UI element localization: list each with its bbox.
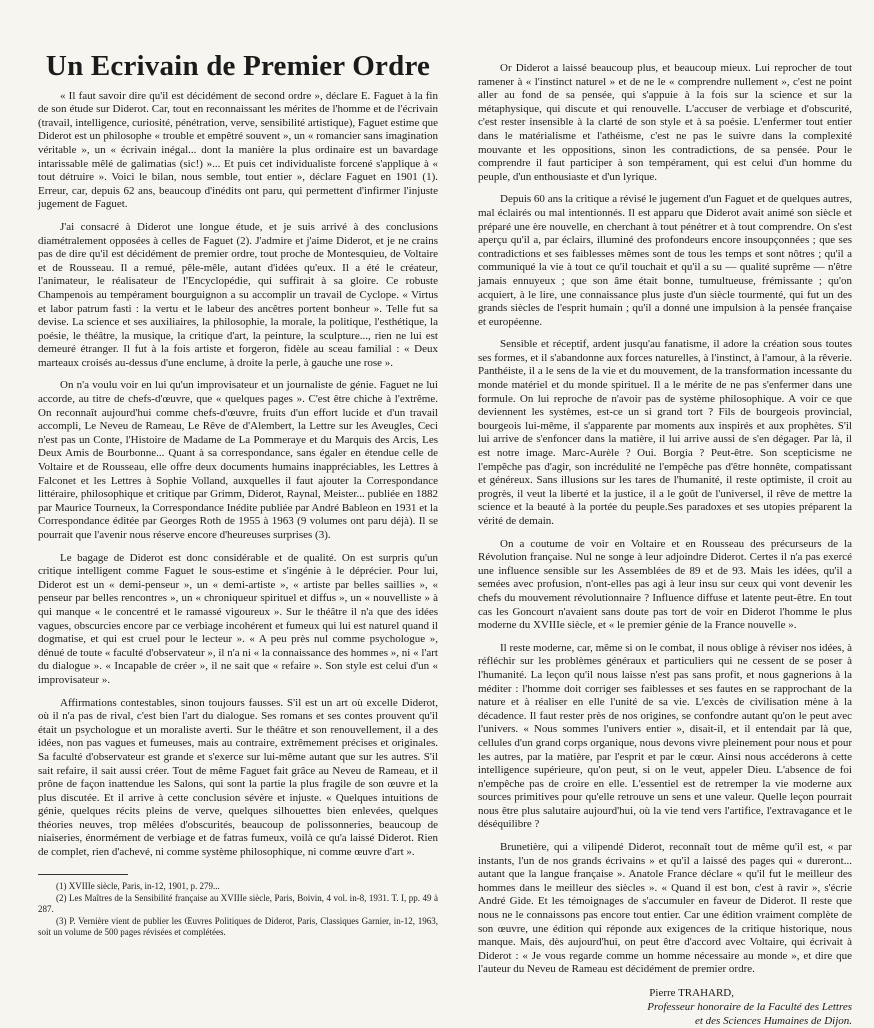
paragraph: Affirmations contestables, sinon toujours fausses. S'il est un art où excelle Diderot, où il n'a pas de rival, c'est bien l'art du dialogue. Ses romans et ses contes prouvent qu'il était un psychologue et un moraliste averti. Sur le théâtre et son renouvellement, il a des idées, non pas vagues et fumeuses, mais au contraire, extrêmement précises et originales. Sa faculté d'observateur est grande et s'exerce sur lui-même autant que sur les autres. S'il sait refaire, il sait aussi créer. Tout de même Faguet fait grâce au Neveu de Rameau, et il prône de façon inattendue les Salons, qui sont la partie la plus fragile de son œuvre et la plus discutée. Et il arrive à cette conclusion sévère et injuste. « Quelques intuitions de génie, quelques récits pleins de verve, quelques silhouettes bien enlevées, quelques théories neuves, trop mêlées d'obscurités, beaucoup de polissonneries, beaucoup de niaiseries, énormément de verbiage et de fatras fumeux, voilà ce qu'a laissé Diderot. Rien de complet, rien d'achevé, ni comme système philosophique, ni comme œuvre d'art ». xyxy=(38,696,438,859)
paragraph: Sensible et réceptif, ardent jusqu'au fanatisme, il adore la création sous toutes ses formes, et il s'abandonne aux forces naturelles, à l'instinct, à l'amour, à la rêverie. Panthéiste, il a le sens de la vie et du mouvement, de la transformation incessante du monde matériel et du monde spirituel. Il a le mérite de ne pas s'enfermer dans une formule. On lui reproche de n'avoir pas de système philosophique. A voir ce que deviennent les systèmes, est-ce un si grand tort ? Fils de bourgeois provincial, bourgeois lui-même, il s'apparente par moments aux inspirés et aux prophètes. S'il lui arrive de s'enfoncer dans la matière, il lui arrive aussi de s'en dégager. Par là, il est notre image. Marc-Aurèle ? Oui. Borgia ? Peut-être. Son scepticisme ne l'empêche pas d'agir, son incrédulité ne l'empêche pas d'être honnête, compatissant et généreux. Sans illusions sur les tares de l'humanité, il reste optimiste, il croit au progrès, il veut la liberté et la justice, il a le goût de l'universel, il rêve de mettre la science et la beauté à la portée du peuple.Ses paradoxes et ses utopies préparent la vérité de demain. xyxy=(478,338,852,527)
paragraph: J'ai consacré à Diderot une longue étude, et je suis arrivé à des conclusions diamétralement opposées à celles de Faguet (2). J'admire et j'aime Diderot, et je ne crains pas de dire qu'il est décidément de premier ordre, tout proche de Montesquieu, de Voltaire et de Rousseau. Il a remué, pêle-mêle, autant d'idées qu'eux. Il a été le créateur, l'animateur, le réalisateur de l'Encyclopédie, qui suffirait à sa gloire. Ce robuste Champenois au tempérament bourguignon a su accomplir un travail de Cyclope. « Virtus et labor patrum fasti : la vertu et le labeur des ancêtres portent bonheur ». Telle fut sa devise. La science et ses auxiliaires, la philosophie, la morale, la politique, l'esthétique, la poésie, le théâtre, la musique, la critique d'art, la peinture, la sculpture..., rien ne lui est demeuré étranger. Il fut à la fois artiste et forgeron, fidèle au sceau familial : « Deux marteaux croisés au-dessus d'une enclume, à droite la perle, à gauche une rose ». xyxy=(38,220,438,369)
left-column xyxy=(38,0,438,939)
right-column xyxy=(478,0,852,1028)
footnote-rule xyxy=(38,874,128,875)
author-signature xyxy=(478,986,852,1028)
paragraph: Le bagage de Diderot est donc considérable et de qualité. On est surpris qu'un critique intelligent comme Faguet le sous-estime et s'ingénie à le déprécier. Pour lui, Diderot est un « demi-penseur », un « demi-artiste », « artiste par belles saillies », « penseur par belles rencontres », un « chroniqueur spirituel et diffus », un « nouvelliste » à qui manque « le concentré et le ramassé vigoureux ». Sur le théâtre il n'a que des idées vagues, obscurcies encore par ce verbiage incohérent et fumeux qui lui est naturel quand il dogmatise, et qui est cruel pour le lecteur ». « A peu près nul comme psychologue », dénué de toute « faculté d'observateur », il n'a ni « la connaissance des hommes », ni « l'art du dialogue ». « Incapable de créer », il ne sait que « refaire ». Son style est celui d'un « improvisateur ». xyxy=(38,551,438,686)
author-name: Pierre TRAHARD, xyxy=(649,987,734,999)
footnote: (3) P. Vernière vient de publier les Œuvres Politiques de Diderot, Paris, Classiques Garnier, in-12, 1963, soit un volume de 500 pages révisées et complétées. xyxy=(38,915,438,937)
paragraph: Or Diderot a laissé beaucoup plus, et beaucoup mieux. Lui reprocher de tout ramener à « l'instinct naturel » et de ne le « comprendre nullement », c'est ne point aller au fond de sa pensée, qui s'appuie à la fois sur la science et sur la métaphysique, qui discute et qui renouvelle. L'accuser de verbiage et d'obscurité, c'est rester insensible à la clarté de son style et à sa poésie. L'enfermer tout entier dans le matérialisme et l'athéisme, c'est ne pas le suivre dans la complexité mouvante et les oppositions, sinon les contradictions, de sa pensée. Pour le comprendre il faut participer à son tempérament, qui est celui d'un homme du peuple, d'un enthousiaste et d'un lyrique. xyxy=(478,62,852,183)
author-affiliation: et des Sciences Humaines de Dijon. xyxy=(694,1015,852,1027)
author-title: Professeur honoraire de la Faculté des Lettres xyxy=(647,1001,852,1013)
paragraph: Il reste moderne, car, même si on le combat, il nous oblige à réviser nos idées, à réfléchir sur les problèmes généraux et particuliers qui ne cessent de se poser à l'humanité. La leçon qu'il nous laisse n'est pas sans profit, et nous gagnerions à la méditer : l'homme doit corriger ses faiblesses et ses fautes en se rapprochant de la nature et à réaliser en elle l'unité de sa vie. L'excès de civilisation mène à la décadence. Il faut rester près de nos origines, se confondre autant qu'on le peut avec l'univers. « Nous sommes l'univers entier », disait-il, et il entendait par là que, cellules d'un grand corps organique, nous devons vivre pleinement pour nous et pour les autres, par la matière, par l'esprit et par le cœur. Ainsi nous accéderons à cette intelligence supérieure, qu'on peut, si on le veut, appeler Dieu. L'absence de foi n'empêche pas de croire en elle. L'essentiel est de retremper la vie moderne aux sources primitives pour qu'elle retrouve un sens et une valeur. Quelle leçon pourrait nous être plus salutaire aujourd'hui, où la vie tend vers l'artifice, l'extravagance et le déséquilibre ? xyxy=(478,641,852,831)
paragraph: On n'a voulu voir en lui qu'un improvisateur et un journaliste de génie. Faguet ne lui accorde, au titre de chefs-d'œuvre, que « quelques pages ». C'est être chiche à l'extrême. On reconnaît aujourd'hui comme chefs-d'œuvre, fruits d'un effort lucide et d'un travail accompli, Le Neveu de Rameau, Le Rêve de d'Alembert, la Lettre sur les Aveugles, Ceci n'est pas un Conte, l'Histoire de Madame de La Pommeraye et du Marquis des Arcis, Les Deux Amis de Bourbonne... Quant à sa correspondance, sans égaler en étendue celle de Voltaire et de Rousseau, elle offre deux documents humains inappréciables, les Lettres à Falconet et les Lettres à Sophie Volland, auxquelles il faut ajouter la Correspondance littéraire, philosophique et critique par Grimm, Diderot, Raynal, Meister... publiée en 1882 par Maurice Tourneux, la Correspondance Inédite publiée par André Bableon en 1931 et la Correspondance éditée par Georges Roth de 1955 à 1963 (9 volumes ont paru déjà). Il se pourrait que l'avenir nous réserve encore d'heureuses surprises (3). xyxy=(38,379,438,541)
paragraph: Depuis 60 ans la critique a révisé le jugement d'un Faguet et de quelques autres, mal éclairés ou mal intentionnés. Il est apparu que Diderot avait animé son siècle et préparé une ère nouvelle, en cherchant à tout pénétrer et à tout comprendre. On s'est aperçu qu'il a, par éclairs, illuminé des profondeurs encore insoupçonnées ; que ses contradictions et ses faiblesses mêmes sont de tous les temps et sont nôtres ; qu'il a communiqué la vie à tout ce qu'il touchait et qu'il a su — qualité suprême — n'être jamais ennuyeux ; que son âme était bonne, tumultueuse, frémissante ; qu'on acquiert, à le lire, une connaissance plus juste d'un siècle tourmenté, qui fut un des grands siècles de l'esprit humain ; qu'il a donné une impulsion à la pensée française et européenne. xyxy=(478,193,852,328)
paragraph: « Il faut savoir dire qu'il est décidément de second ordre », déclare E. Faguet à la fin de son étude sur Diderot. Car, tout en reconnaissant les mérites de l'homme et de l'écrivain (travail, intelligence, curiosité, pénétration, verve, sensibilité artistique), Faguet estime que Diderot est un philosophe « trouble et empêtré souvent », un « romancier sans imagination véritable », un « écrivain inégal... dont la manière la plus ordinaire est un bavardage intarissable mêlé de galimatias (sic!) »... Et puis cet individualiste forcené s'applique à « tout détruire ». Voici le bilan, nous semble, tout entier », déclare Faguet en 1901 (1). Erreur, car, depuis 62 ans, beaucoup d'inédits ont paru, qui permettent d'infirmer l'injuste jugement de Faguet. xyxy=(38,89,438,211)
footnote: (1) XVIIIe siècle, Paris, in-12, 1901, p. 279... xyxy=(56,880,220,891)
paragraph: Brunetière, qui a vilipendé Diderot, reconnaît tout de même qu'il est, « par instants, l'un de nos grands écrivains » et qu'il a laissé des pages qui « dureront... autant que la langue française ». Anatole France déclare « qu'il fut le meilleur des hommes dans le meilleur des siècles ». « Quand il est bon, c'est à ravir », s'écrie André Gide. Et les témoignages de s'accumuler en faveur de Diderot. Il reste que nous ne le connaissons pas encore tout entier. Car une édition vraiment complète de son œuvre, une édition qui réponde aux exigences de la critique historique, nous manque. Mais, dès aujourd'hui, on peut être d'accord avec Voltaire, qui écrivait à Diderot : « Je vous regarde comme un homme nécessaire au monde », et dire que l'auteur du Neveu de Rameau est décidément de premier ordre. xyxy=(478,841,852,976)
article-title: Un Ecrivain de Premier Ordre xyxy=(45,50,431,82)
footnote: (2) Les Maîtres de la Sensibilité française au XVIIIe siècle, Paris, Boivin, 4 vol. in-8, 1931. T. I, pp. 49 à 287. xyxy=(38,892,438,914)
paragraph: On a coutume de voir en Voltaire et en Rousseau des précurseurs de la Révolution française. Nul ne songe à leur adjoindre Diderot. Certes il n'a pas exercé une influence sensible sur les Assemblées de 89 et de 93. Mais les idées, qu'il a semées avec profusion, n'ont-elles pas agi à leur insu sur ceux qui vont devenir les chefs du mouvement révolutionnaire ? Influence diffuse et latente peut-être. En tout cas les Goncourt n'avaient sans doute pas tort de voir en Diderot l'homme le plus moderne du XVIIIe siècle, et « le premier génie de la France nouvelle ». xyxy=(478,537,852,632)
